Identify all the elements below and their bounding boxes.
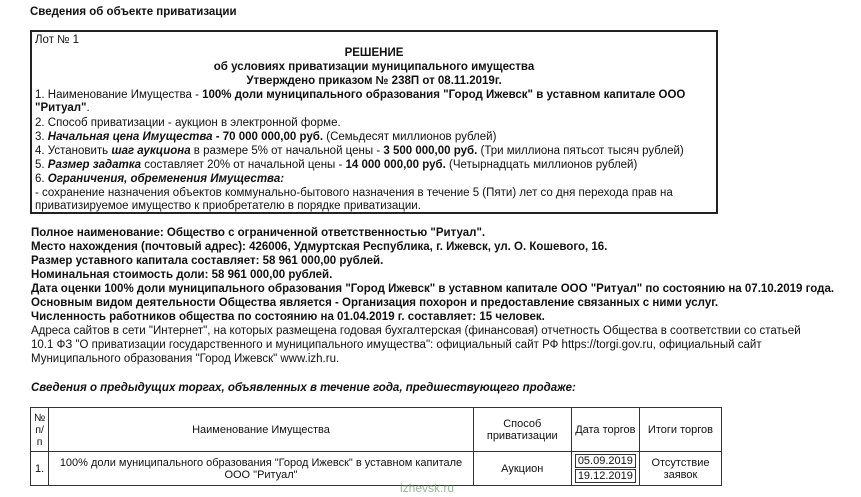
- item-6-num: 6.: [35, 173, 48, 185]
- item-6-label: Ограничения, обременения Имущества:: [47, 173, 285, 185]
- item-4: [35, 145, 684, 158]
- item-1-name-cont: "Ритуал": [35, 102, 87, 114]
- item-1-name: 100% доли муниципального образования "Город Ижевск" в уставном капитале ООО: [202, 89, 686, 101]
- info-employees: Численность работников общества по состоянию на 01.04.2019 г. составляет: 15 человек.: [31, 311, 545, 323]
- header-method: Способ приватизации: [473, 408, 571, 452]
- item-4-label: шаг аукциона: [111, 145, 191, 157]
- item-5: [35, 159, 637, 172]
- item-1-prefix: 1. Наименование Имущества -: [35, 89, 203, 101]
- item-3-label: Начальная цена Имущества: [47, 131, 213, 143]
- header-num: № п/п: [31, 408, 49, 452]
- approval-order: Утверждено приказом № 238П от 08.11.2019г.: [246, 75, 502, 87]
- row-method: Аукцион: [473, 452, 571, 486]
- header-name: Наименование Имущества: [49, 408, 473, 452]
- item-5-label: Размер задатка: [47, 159, 142, 171]
- decision-title: РЕШЕНИЕ: [344, 47, 404, 59]
- previous-trades-table: [30, 407, 722, 486]
- item-3-num: 3.: [35, 131, 48, 143]
- watermark: izhevsk.ru: [400, 481, 455, 495]
- page-title: Сведения об объекте приватизации: [30, 6, 237, 18]
- info-capital: Размер уставного капитала составляет: 58 961 000,00 рублей.: [31, 255, 384, 267]
- row-date-1: 05.09.2019: [575, 454, 636, 468]
- info-sites-2: 10.1 ФЗ "О приватизации государственного и муниципального имущества": официальный сайт РФ https://torgi.gov.ru, официальный сайт: [31, 339, 762, 351]
- item-4-mid: в размере 5% от начальной цены -: [190, 145, 384, 157]
- info-sites-3: Муниципального образования "Город Ижевск" www.izh.ru.: [31, 353, 340, 365]
- item-5-value: 14 000 000,00 руб.: [345, 159, 446, 171]
- info-activity: Основным видом деятельности Общества является - Организация похорон и предоставление связанных с ними услуг.: [31, 297, 719, 309]
- item-1-cont: [35, 102, 90, 115]
- item-3-words: (Семьдесят миллионов рублей): [323, 131, 497, 143]
- lot-box: [30, 30, 718, 214]
- item-4-words: (Три миллиона пятьсот тысяч рублей): [477, 145, 684, 157]
- header-date: Дата торгов: [571, 408, 639, 452]
- info-sites-1: Адреса сайтов в сети "Интернет", на которых размещена годовая бухгалтерская (финансовая) отчетность Общества в соответствии со статьей: [31, 325, 801, 337]
- info-valuation-date: Дата оценки 100% доли муниципального образования "Город Ижевск" в уставном капитале ООО "Ритуал" по состоянию на 07.10.2019 года.: [31, 283, 835, 295]
- header-result: Итоги торгов: [639, 408, 721, 452]
- decision-subtitle: об условиях приватизации муниципального имущества: [213, 61, 535, 73]
- row-date-2: 19.12.2019: [575, 469, 636, 483]
- item-1: [35, 89, 685, 102]
- row-name: 100% доли муниципального образования "Город Ижевск" в уставном капитале ООО "Ритуал": [49, 452, 473, 486]
- row-num: 1.: [31, 452, 49, 486]
- info-address: Место нахождения (почтовый адрес): 426006, Удмуртская Республика, г. Ижевск, ул. О. Кошевого, 16.: [31, 241, 608, 253]
- item-5-num: 5.: [35, 159, 48, 171]
- item-1-end: .: [86, 102, 90, 114]
- item-3-value: - 70 000 000,00 руб.: [212, 131, 324, 143]
- info-nominal: Номинальная стоимость доли: 58 961 000,00 рублей.: [31, 269, 333, 281]
- item-5-words: (Четырнадцать миллионов рублей): [445, 159, 638, 171]
- row-dates: [571, 452, 639, 486]
- item-3: [35, 131, 496, 144]
- row-result: Отсутствие заявок: [639, 452, 721, 486]
- table-header-row: [31, 408, 722, 452]
- info-full-name: Полное наименование: Общество с ограниченной ответственностью "Ритуал".: [31, 227, 486, 239]
- item-6: [35, 173, 284, 186]
- item-2: 2. Способ приватизации - аукцион в электронной форме.: [35, 117, 341, 129]
- lot-number: Лот № 1: [35, 34, 80, 46]
- item-4-value: 3 500 000,00 руб.: [383, 145, 478, 157]
- table-row: [31, 452, 722, 486]
- item-5-mid: составляет 20% от начальной цены -: [141, 159, 346, 171]
- previous-trades-title: Сведения о предыдущих торгах, объявленных в течение года, предшествующего продаже:: [31, 382, 576, 394]
- item-6-text-2: приватизируемое имущество к приобретателю в порядке приватизации.: [35, 200, 421, 212]
- item-6-text-1: - сохранение назначения объектов коммунально-бытового назначения в течение 5 (Пяти) лет со дня перехода прав на: [35, 187, 673, 199]
- item-4-prefix: 4. Установить: [35, 145, 112, 157]
